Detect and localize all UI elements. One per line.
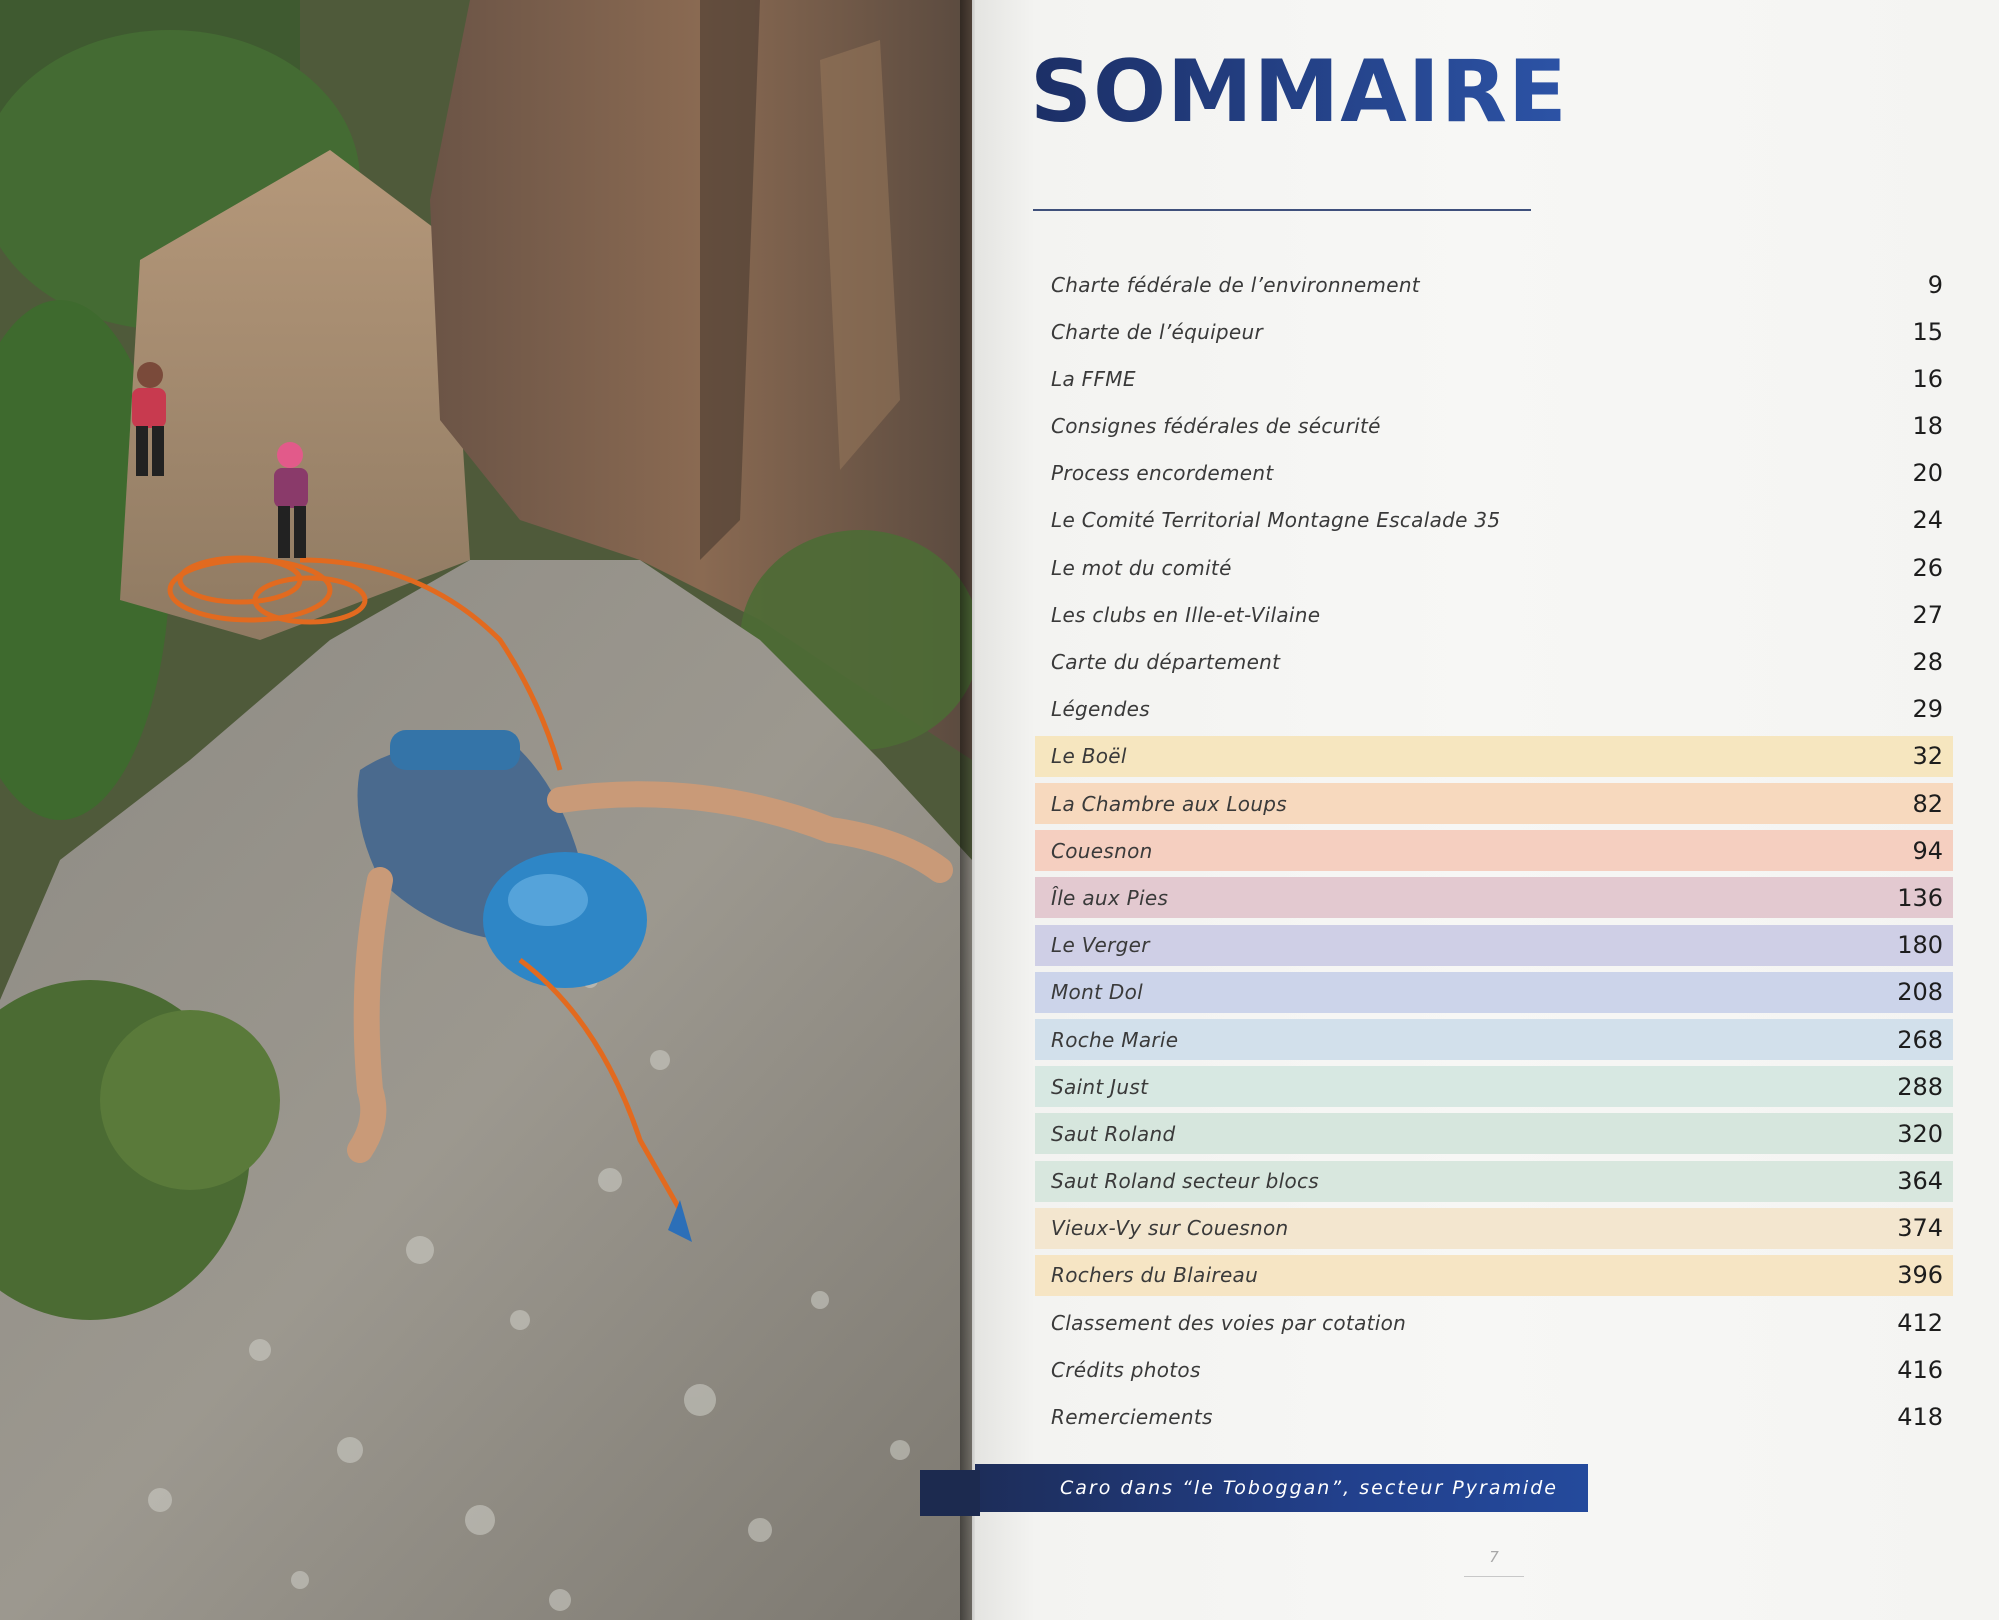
toc-entry-page: 82: [1912, 789, 1943, 818]
toc-entry-label: Saut Roland: [1051, 1121, 1176, 1146]
toc-entry-label: La Chambre aux Loups: [1051, 791, 1288, 816]
toc-entry-label: Consignes fédérales de sécurité: [1051, 414, 1381, 439]
toc-entry: [1035, 358, 1953, 399]
toc-entry: [1035, 547, 1953, 588]
photo-caption: Caro dans “le Toboggan”, secteur Pyramide: [1060, 1477, 1558, 1499]
toc-entry-label: Rochers du Blaireau: [1051, 1263, 1259, 1288]
toc-entry-page: 416: [1897, 1355, 1943, 1384]
toc-entry: [1035, 925, 1953, 966]
toc-entry-label: Roche Marie: [1051, 1027, 1179, 1052]
toc-entry-label: Charte fédérale de l’environnement: [1051, 272, 1420, 297]
toc-entry-label: Saint Just: [1051, 1074, 1149, 1099]
toc-entry: [1035, 311, 1953, 352]
toc-entry: [1035, 406, 1953, 447]
toc-entry-page: 320: [1897, 1119, 1943, 1148]
toc-entry: [1035, 1255, 1953, 1296]
toc-entry-label: Carte du département: [1051, 650, 1281, 674]
toc-entry-page: 26: [1912, 553, 1943, 582]
toc-entry: [1035, 1066, 1953, 1107]
toc-entry-page: 94: [1912, 836, 1943, 865]
toc-entry-label: Vieux-Vy sur Couesnon: [1051, 1216, 1289, 1241]
toc-entry: [1035, 783, 1953, 824]
toc-entry: [1035, 1208, 1953, 1249]
toc-entry-page: 396: [1897, 1261, 1943, 1290]
toc-entry-page: 24: [1912, 506, 1943, 535]
toc-entry-label: Le Boël: [1051, 744, 1127, 769]
climbing-photo-illustration: [0, 0, 972, 1620]
page-number: 7: [1489, 1548, 1499, 1566]
toc-entry-label: Mont Dol: [1051, 980, 1143, 1005]
caption-bar-spine-part: [920, 1470, 980, 1516]
toc-entry: [1035, 877, 1953, 918]
toc-entry: [1035, 736, 1953, 777]
toc-entry: [1035, 972, 1953, 1013]
toc-entry-page: 16: [1912, 364, 1943, 393]
toc-entry-page: 9: [1927, 270, 1943, 299]
toc-entry-page: 180: [1897, 931, 1943, 960]
toc-entry-label: Les clubs en Ille-et-Vilaine: [1051, 602, 1321, 627]
toc-entry-label: Île aux Pies: [1051, 885, 1169, 910]
toc-entry-page: 32: [1912, 742, 1943, 771]
toc-entry-page: 27: [1912, 600, 1943, 629]
toc-entry-page: 364: [1897, 1167, 1943, 1196]
page-number-rule: [1464, 1576, 1524, 1577]
title-divider: [1033, 209, 1531, 211]
toc-entry-page: 412: [1897, 1308, 1943, 1337]
toc-entry-label: Le mot du comité: [1051, 555, 1232, 580]
toc-entry: [1035, 1302, 1953, 1343]
toc-entry: [1035, 1397, 1953, 1438]
toc-entry-label: Process encordement: [1051, 461, 1274, 486]
toc-entry: [1035, 1349, 1953, 1390]
climbing-photo: [0, 0, 972, 1620]
toc-entry-page: 20: [1912, 459, 1943, 488]
toc-entry: [1035, 500, 1953, 541]
toc-entry: [1035, 642, 1953, 683]
toc-entry: [1035, 830, 1953, 871]
toc-entry: [1035, 689, 1953, 730]
toc-entry-page: 136: [1897, 883, 1943, 912]
toc-entry-page: 374: [1897, 1214, 1943, 1243]
toc-entry-label: Classement des voies par cotation: [1051, 1310, 1407, 1335]
toc-entry: [1035, 1019, 1953, 1060]
toc-entry: [1035, 453, 1953, 494]
toc-entry-page: 28: [1912, 648, 1943, 676]
toc-entry: [1035, 594, 1953, 635]
toc-entry-label: Le Comité Territorial Montagne Escalade 35: [1051, 508, 1501, 533]
page-title: SOMMAIRE: [1030, 42, 1568, 142]
toc-entry-label: Crédits photos: [1051, 1357, 1201, 1382]
toc-list: [1035, 264, 1953, 1444]
toc-entry-label: Charte de l’équipeur: [1051, 319, 1264, 344]
toc-entry: [1035, 1113, 1953, 1154]
toc-entry-label: Couesnon: [1051, 838, 1153, 863]
toc-entry-page: 288: [1897, 1072, 1943, 1101]
toc-entry-page: 18: [1912, 412, 1943, 441]
toc-entry-label: La FFME: [1051, 366, 1136, 391]
toc-page: [975, 0, 1999, 1620]
toc-entry-page: 268: [1897, 1025, 1943, 1054]
toc-entry-label: Le Verger: [1051, 933, 1150, 958]
toc-entry-label: Remerciements: [1051, 1405, 1213, 1429]
toc-entry-page: 208: [1897, 978, 1943, 1007]
toc-entry-page: 15: [1912, 317, 1943, 346]
toc-entry-label: Légendes: [1051, 697, 1150, 722]
toc-entry: [1035, 264, 1953, 305]
toc-entry: [1035, 1161, 1953, 1202]
toc-entry-page: 418: [1897, 1403, 1943, 1431]
toc-entry-label: Saut Roland secteur blocs: [1051, 1169, 1320, 1194]
toc-entry-page: 29: [1912, 695, 1943, 724]
photo-caption-bar: [975, 1464, 1588, 1512]
